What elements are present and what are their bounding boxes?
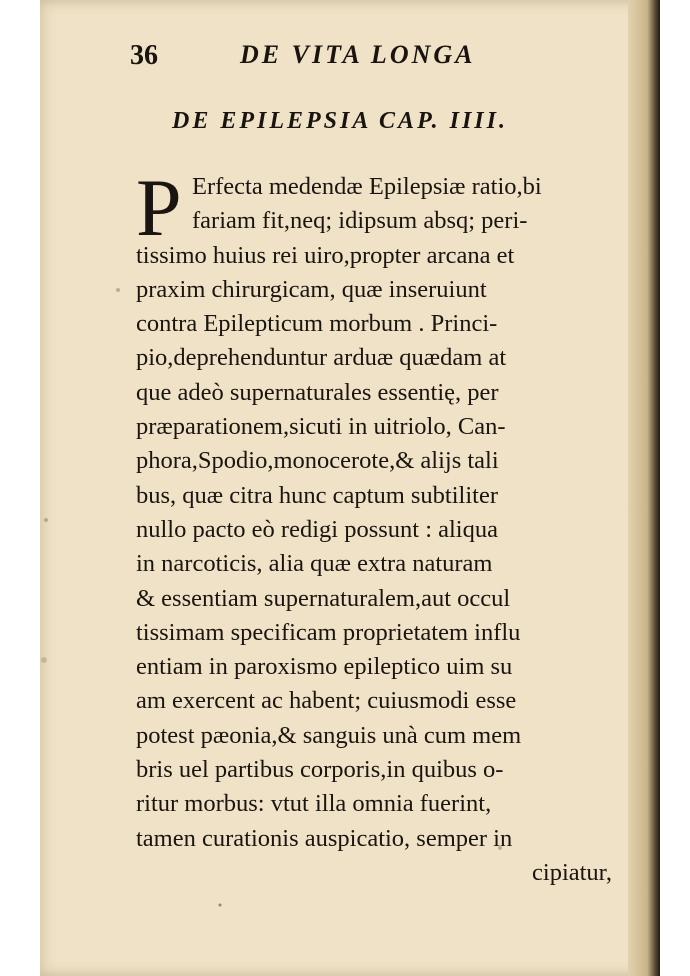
text-line: am exercent ac habent; cuiusmodi esse xyxy=(136,687,517,715)
running-title: DE VITA LONGA xyxy=(240,40,476,69)
catchword: cipiatur, xyxy=(532,858,612,886)
text-line: ritur morbus: vtut illa omnia fuerint, xyxy=(136,790,492,818)
text-line: tamen curationis auspicatio, semper in xyxy=(136,824,513,852)
text-line: phora,Spodio,monocerote,& alijs tali xyxy=(136,447,499,475)
text-line: tissimam specificam proprietatem influ xyxy=(136,618,521,646)
text-line: contra Epilepticum morbum . Princi- xyxy=(136,310,498,338)
text-line: pio,deprehenduntur arduæ quædam at xyxy=(136,344,507,372)
text-line: bus, quæ citra hunc captum subtiliter xyxy=(136,481,498,509)
text-line: Erfecta medendæ Epilepsiæ ratio,bi xyxy=(192,173,542,200)
text-line: que adeò supernaturales essentię, per xyxy=(136,378,499,406)
text-line: & essentiam supernaturalem,aut occul xyxy=(136,584,511,612)
text-line: nullo pacto eò redigi possunt : aliqua xyxy=(136,515,498,543)
text-line: potest pæonia,& sanguis unà cum mem xyxy=(136,721,522,749)
text-line: entiam in paroxismo epileptico uim su xyxy=(136,653,513,681)
drop-cap: P xyxy=(136,162,182,253)
text-line: tissimo huius rei uiro,propter arcana et xyxy=(136,241,515,269)
text-line: fariam fit,neq; idipsum absq; peri- xyxy=(192,207,528,235)
body-text xyxy=(136,162,616,890)
text-line: præparationem,sicuti in uitriolo, Can- xyxy=(136,413,506,441)
text-line: bris uel partibus corporis,in quibus o- xyxy=(136,756,504,784)
chapter-title: DE EPILEPSIA CAP. IIII. xyxy=(172,108,508,134)
text-line: praxim chirurgicam, quæ inseruiunt xyxy=(136,275,487,303)
page-number: 36 xyxy=(130,40,158,71)
text-line: in narcoticis, alia quæ extra naturam xyxy=(136,550,493,578)
